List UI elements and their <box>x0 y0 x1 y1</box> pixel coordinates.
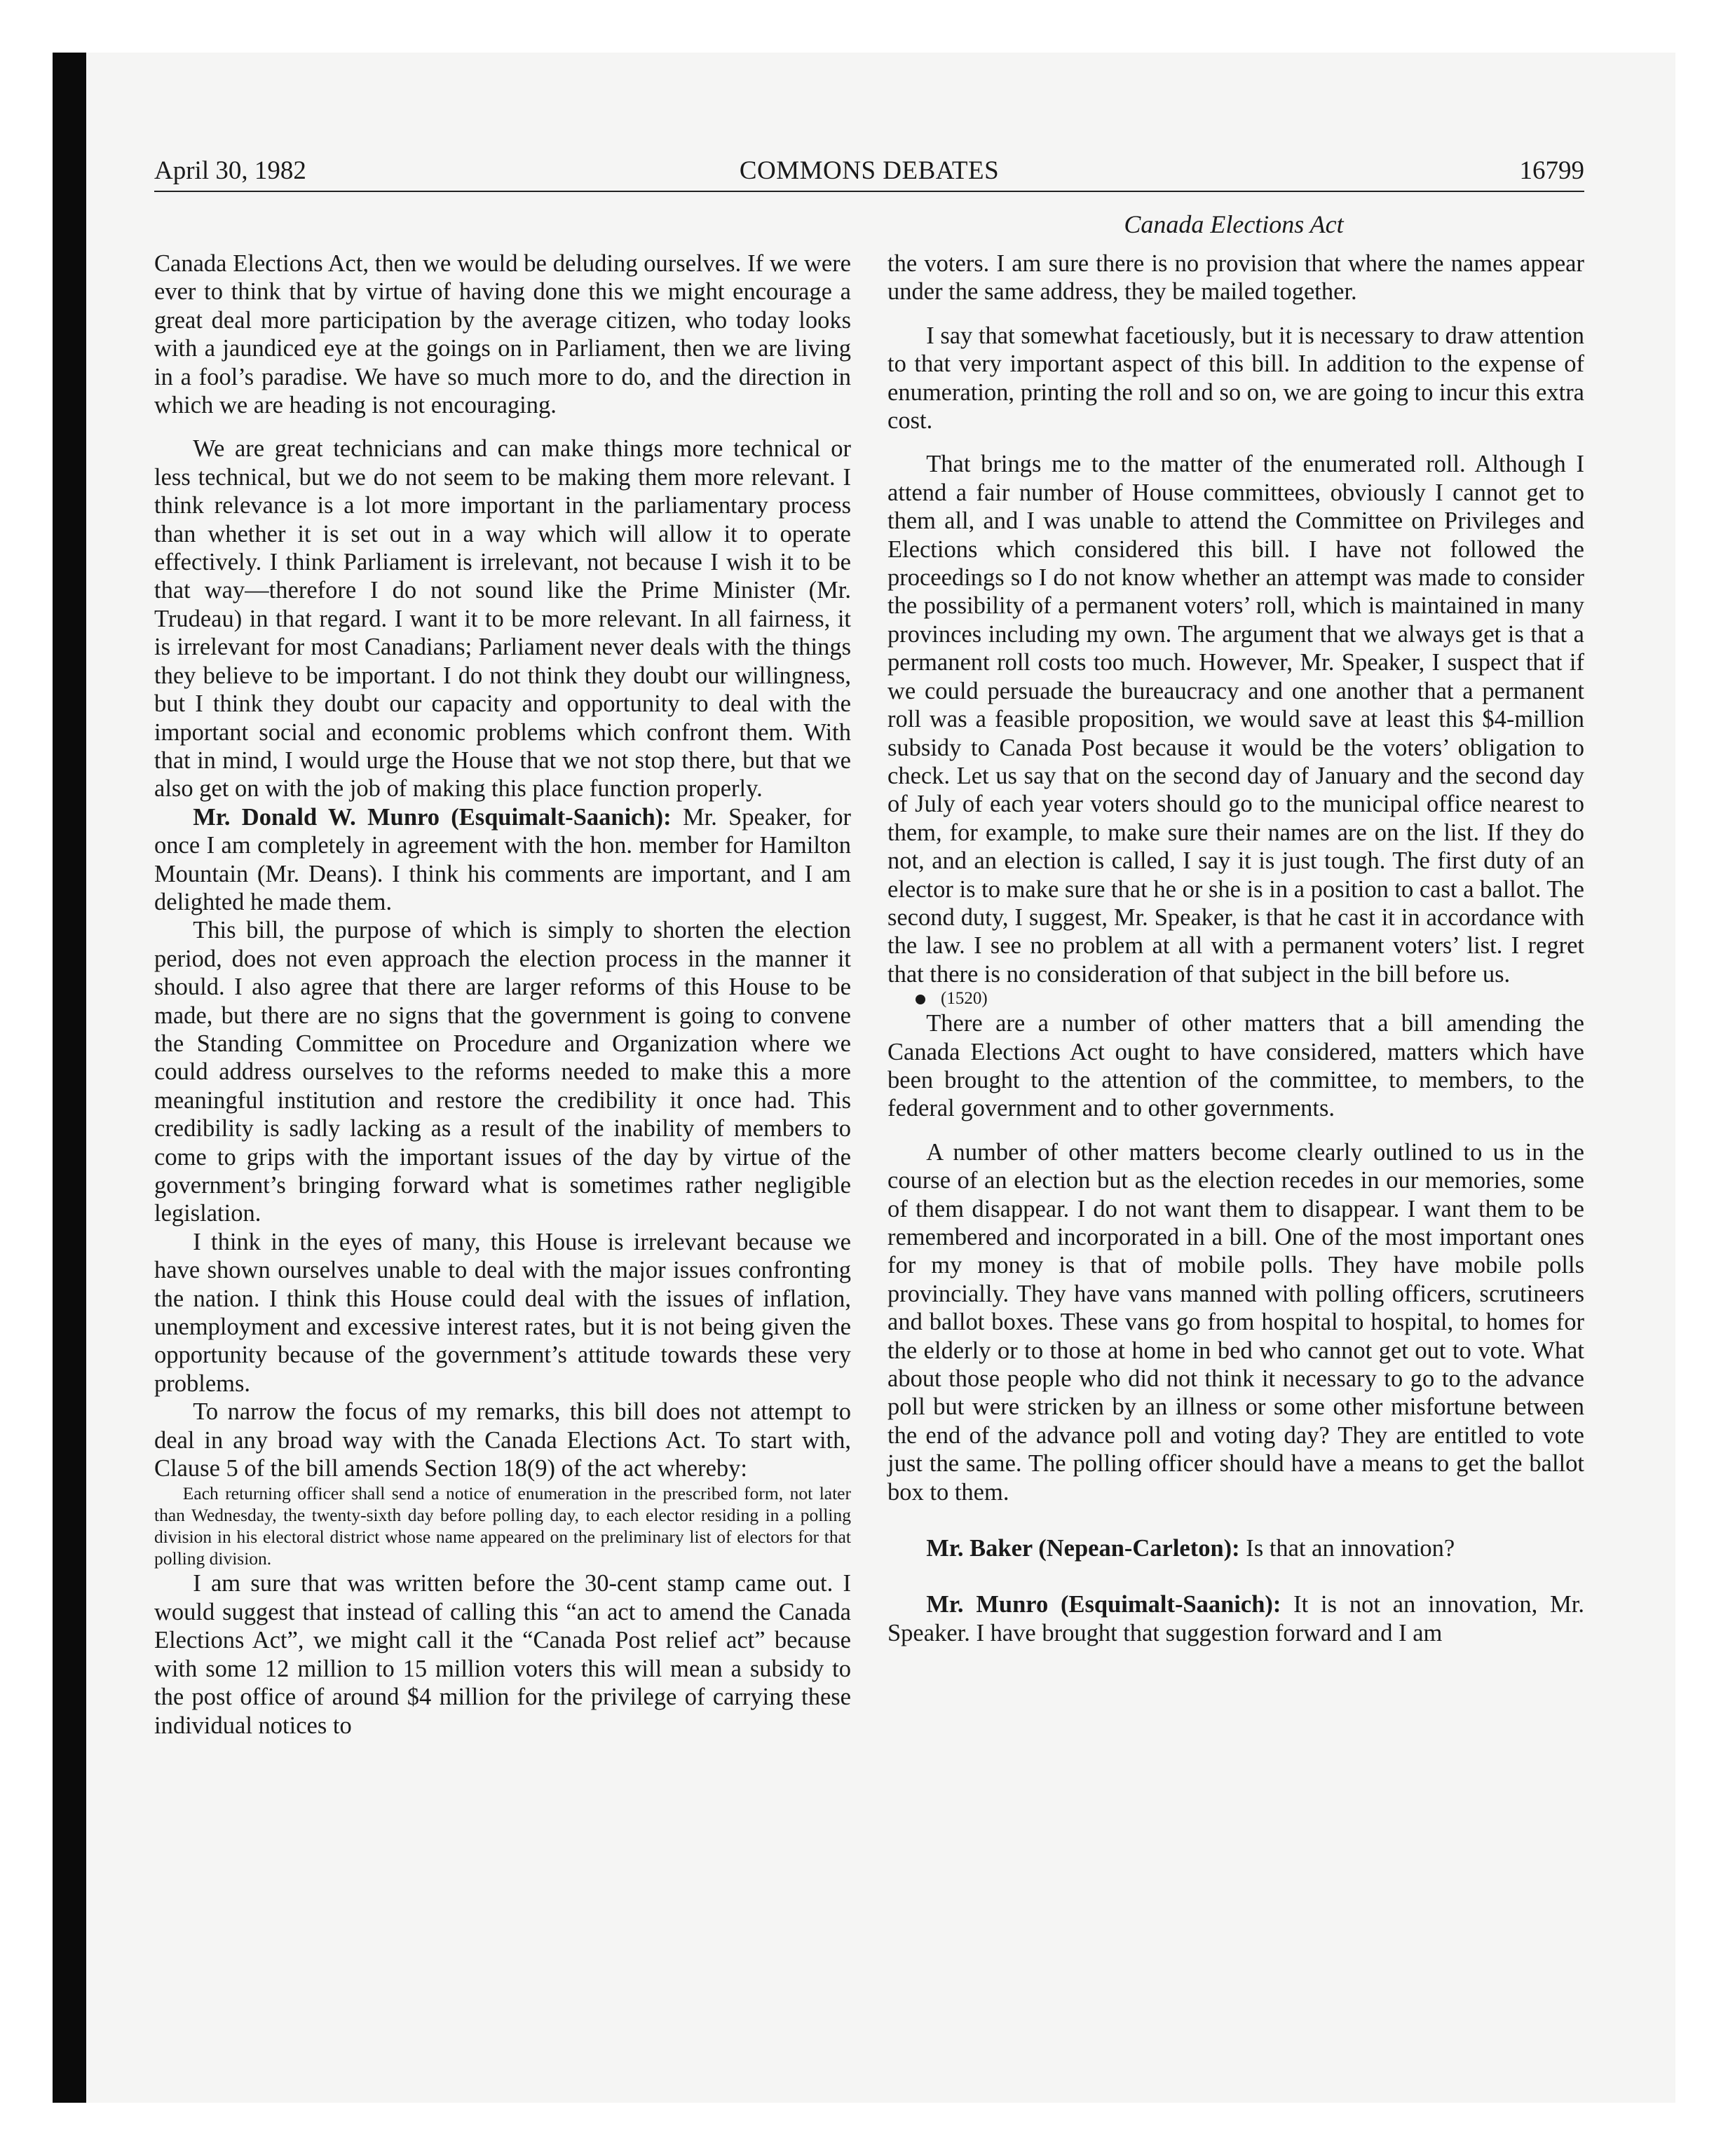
time-marker <box>887 988 1584 1009</box>
speaker-name: Mr. Donald W. Munro (Esquimalt-Saanich): <box>193 803 672 831</box>
speech-paragraph <box>887 1534 1584 1562</box>
speaker-name: Mr. Baker (Nepean-Carleton): <box>926 1535 1240 1562</box>
speech-paragraph <box>154 803 851 917</box>
speaker-name: Mr. Munro (Esquimalt-Saanich): <box>926 1591 1281 1618</box>
running-head: Canada Elections Act <box>1124 210 1344 238</box>
paragraph: We are great technicians and can make things more technical or less technical, but we do not seem to be making them more relevant. I think relevance is a lot more important in the parliamentary process than whether it is set out in a way which will allow it to operate effectively. I think Parliament is irrelevant, not because I wish it to be that way—therefore I do not sound like the Prime Minister (Mr. Trudeau) in that regard. I want it to be more relevant. In all fairness, it is irrelevant for most Canadians; Parliament never deals with the things they believe to be important. I do not think they doubt our willingness, but I think they doubt our capacity and opportunity to deal with the important social and economic problems which confront them. With that in mind, I would urge the House that we not stop there, but that we also get on with the job of making this place function properly. <box>154 435 851 803</box>
paragraph: I am sure that was written before the 30-cent stamp came out. I would suggest that instead of calling this “an act to amend the Canada Elections Act”, we might call it the “Canada Post relief act” because with some 12 million to 15 million voters this will mean a subsidy to the post office of around $4 million for the privilege of carrying these individual notices to <box>154 1570 851 1739</box>
speech-text: Is that an innovation? <box>1239 1535 1455 1562</box>
paragraph: I think in the eyes of many, this House is irrelevant because we have shown ourselves unable to deal with the major issues confronting the nation. I think this House could deal with the issues of inflation, unemployment and excessive interest rates, but it is not being given the opportunity because of the government’s attitude towards these very problems. <box>154 1228 851 1397</box>
speech-text: Mr. Speaker, for once I am completely in agreement with the hon. member for Hamilton Mountain (Mr. Deans). I think his comments are important, and I am delighted he made them. <box>154 803 851 915</box>
page-header <box>154 153 1584 189</box>
paragraph: To narrow the focus of my remarks, this bill does not attempt to deal in any broad way with the Canada Elections Act. To start with, Clause 5 of the bill amends Section 18(9) of the act whereby: <box>154 1398 851 1482</box>
bullet-icon <box>916 995 925 1004</box>
speech-text: It is not an innovation, Mr. Speaker. I have brought that suggestion forward and I am <box>887 1591 1584 1646</box>
paragraph: A number of other matters become clearly outlined to us in the course of an election but as the election recedes in our memories, some of them disappear. I do not want them to disappear. I want them to be remembered and incorporated in a bill. One of the most important ones for my money is that of mobile polls. They have mobile polls provincially. They have vans manned with polling officers, scrutineers and ballot boxes. These vans go from hospital to hospital, to homes for the elderly or to those at home in bed who cannot get out to vote. What about those people who did not think it necessary to go to the advance poll but were stricken by an illness or some other misfortune between the end of the advance poll and voting day? They are entitled to vote just the same. The polling officer should have a means to get the ballot box to them. <box>887 1138 1584 1506</box>
paragraph: the voters. I am sure there is no provision that where the names appear under the same address, they be mailed together. <box>887 250 1584 306</box>
header-rule <box>154 191 1584 192</box>
speech-paragraph <box>887 1590 1584 1647</box>
header-publication: COMMONS DEBATES <box>739 156 1000 185</box>
block-quote: Each returning officer shall send a notice of enumeration in the prescribed form, not later than Wednesday, the twenty-sixth day before polling day, to each elector residing in a polling division in his electoral district whose name appeared on the preliminary list of electors for that polling division. <box>154 1483 851 1569</box>
right-column <box>887 250 1584 1647</box>
paragraph: Canada Elections Act, then we would be deluding ourselves. If we were ever to think that by virtue of having done this we might encourage a great deal more participation by the average citizen, who today looks with a jaundiced eye at the goings on in Parliament, then we are living in a fool’s paradise. We have so much more to do, and the direction in which we are heading is not encouraging. <box>154 250 851 419</box>
paragraph: That brings me to the matter of the enumerated roll. Although I attend a fair number of House committees, obviously I cannot get to them all, and I was unable to attend the Committee on Privileges and Elections which considered this bill. I have not followed the proceedings so I do not know whether an attempt was made to consider the possibility of a permanent voters’ roll, which is maintained in many provinces including my own. The argument that we always get is that a permanent roll costs too much. However, Mr. Speaker, I suspect that if we could persuade the bureaucracy and one another that a permanent roll was a feasible proposition, we would save at least this $4-million subsidy to Canada Post because it would be the voters’ obligation to check. Let us say that on the second day of January and the second day of July of each year voters should go to the municipal office nearest to them, for example, to make sure their names are on the list. If they do not, and an election is called, I say it is just tough. The first duty of an elector is to make sure that he or she is in a position to cast a ballot. The second duty, I suggest, Mr. Speaker, is that he cast it in accordance with the law. I see no problem at all with a permanent voters’ list. I regret that there is no consideration of that subject in the bill before us. <box>887 451 1584 988</box>
left-column <box>154 250 851 1740</box>
time-marker-text: (1520) <box>941 989 988 1009</box>
paragraph: This bill, the purpose of which is simply to shorten the election period, does not even approach the election process in the manner it should. I also agree that there are larger reforms of this House to be made, but there are no signs that the government is going to convene the Standing Committee on Procedure and Organization where we could address ourselves to the reforms needed to make this a more meaningful institution and restore the credibility it once had. This credibility is sadly lacking as a result of the inability of members to come to grips with the important issues of the day by virtue of the government’s bringing forward what is sometimes rather negligible legislation. <box>154 917 851 1227</box>
paragraph: I say that somewhat facetiously, but it is necessary to draw attention to that very important aspect of this bill. In addition to the expense of enumeration, printing the roll and so on, we are going to incur this extra cost. <box>887 322 1584 435</box>
header-date: April 30, 1982 <box>154 156 306 185</box>
paragraph: There are a number of other matters that a bill amending the Canada Elections Act ought to have considered, matters which have been brought to the attention of the committee, to members, to the federal government and to other governments. <box>887 1010 1584 1122</box>
header-page-number: 16799 <box>1519 156 1584 185</box>
binding-edge <box>53 53 86 2103</box>
